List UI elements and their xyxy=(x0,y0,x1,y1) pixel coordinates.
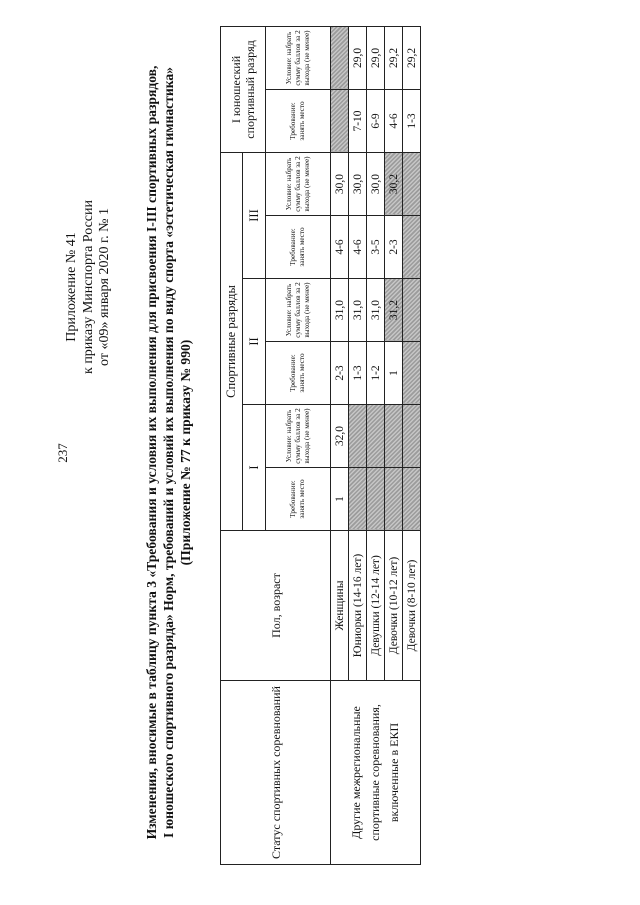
annex-order: к приказу Минспорта России xyxy=(80,200,96,374)
header-sex-age: Пол, возраст xyxy=(221,531,331,681)
heading-line-2: I юношеского спортивного разряда» Норм, требований и условий их выполнения по виду спорта «эстетическая гимнастика» xyxy=(161,67,176,838)
header-rank-1: I xyxy=(243,405,266,531)
header-req-score: Условие: набрать сумму баллов за 2 выхода (не менее) xyxy=(266,405,331,468)
rank1-place xyxy=(385,468,403,531)
rank3-place: 4-6 xyxy=(349,216,367,279)
rank2-place: 1 xyxy=(385,342,403,405)
header-status: Статус спортивных соревнований xyxy=(221,681,331,865)
rank2-place xyxy=(403,342,421,405)
rank3-place xyxy=(403,216,421,279)
group-cell: Женщины xyxy=(331,531,349,681)
rank1-place xyxy=(349,468,367,531)
page-number: 237 xyxy=(55,443,70,463)
header-req-place: Требование: занять место xyxy=(266,468,331,531)
rank3-score: 30,2 xyxy=(385,152,403,215)
rank3-score xyxy=(403,152,421,215)
header-req-place: Требование: занять место xyxy=(266,89,331,152)
rank2-place: 1-2 xyxy=(367,342,385,405)
header-rank-3: III xyxy=(243,152,266,278)
rank2-score: 31,0 xyxy=(331,279,349,342)
annex-number: Приложение № 41 xyxy=(64,232,79,342)
rank1-place: 1 xyxy=(331,468,349,531)
youth-score xyxy=(331,26,349,89)
group-cell: Девушки (12-14 лет) xyxy=(367,531,385,681)
rank1-score xyxy=(403,405,421,468)
youth-place: 7-10 xyxy=(349,89,367,152)
header-sport-ranks: Спортивные разряды xyxy=(221,152,243,530)
youth-place: 6-9 xyxy=(367,89,385,152)
rank3-place: 4-6 xyxy=(331,216,349,279)
requirements-table xyxy=(220,26,421,865)
rank3-place: 2-3 xyxy=(385,216,403,279)
rank2-score: 31,2 xyxy=(385,279,403,342)
youth-place xyxy=(331,89,349,152)
rank1-score xyxy=(349,405,367,468)
header-req-score: Условие: набрать сумму баллов за 2 выхода (не менее) xyxy=(266,152,331,215)
heading-line-3: (Приложение № 77 к приказу № 990) xyxy=(178,339,193,566)
youth-place: 4-6 xyxy=(385,89,403,152)
header-req-score: Условие: набрать сумму баллов за 2 выхода (не менее) xyxy=(266,26,331,89)
youth-score: 29,0 xyxy=(349,26,367,89)
group-cell: Девочки (8-10 лет) xyxy=(403,531,421,681)
rank3-score: 30,0 xyxy=(349,152,367,215)
heading-line-1: Изменения, вносимые в таблицу пункта 3 «Требования и условия их выполнения для присвоения I-III спортивных разрядов, xyxy=(144,65,159,840)
rank1-score xyxy=(367,405,385,468)
group-cell: Юниорки (14-16 лет) xyxy=(349,531,367,681)
header-req-place: Требование: занять место xyxy=(266,216,331,279)
rank1-place xyxy=(367,468,385,531)
rank1-place xyxy=(403,468,421,531)
rank1-score xyxy=(385,405,403,468)
youth-place: 1-3 xyxy=(403,89,421,152)
rank3-score: 30,0 xyxy=(367,152,385,215)
rank2-score xyxy=(403,279,421,342)
rank2-score: 31,0 xyxy=(349,279,367,342)
rank1-score: 32,0 xyxy=(331,405,349,468)
header-req-score: Условие: набрать сумму баллов за 2 выхода (не менее) xyxy=(266,279,331,342)
annex-reference xyxy=(64,200,114,374)
youth-score: 29,0 xyxy=(367,26,385,89)
youth-score: 29,2 xyxy=(385,26,403,89)
rank3-score: 30,0 xyxy=(331,152,349,215)
rank3-place: 3-5 xyxy=(367,216,385,279)
rank2-score: 31,0 xyxy=(367,279,385,342)
document-heading xyxy=(143,0,194,905)
youth-score: 29,2 xyxy=(403,26,421,89)
rank2-place: 2-3 xyxy=(331,342,349,405)
table-row xyxy=(331,26,349,864)
group-cell: Девочки (10-12 лет) xyxy=(385,531,403,681)
rank2-place: 1-3 xyxy=(349,342,367,405)
header-rank-youth: I юношеский спортивный разряд xyxy=(221,26,266,152)
header-rank-2: II xyxy=(243,279,266,405)
header-req-place: Требование: занять место xyxy=(266,342,331,405)
annex-date: от «09» января 2020 г. № 1 xyxy=(97,208,112,366)
competition-status: Другие межрегиональные спортивные соревнования, включенные в ЕКП xyxy=(331,681,421,865)
